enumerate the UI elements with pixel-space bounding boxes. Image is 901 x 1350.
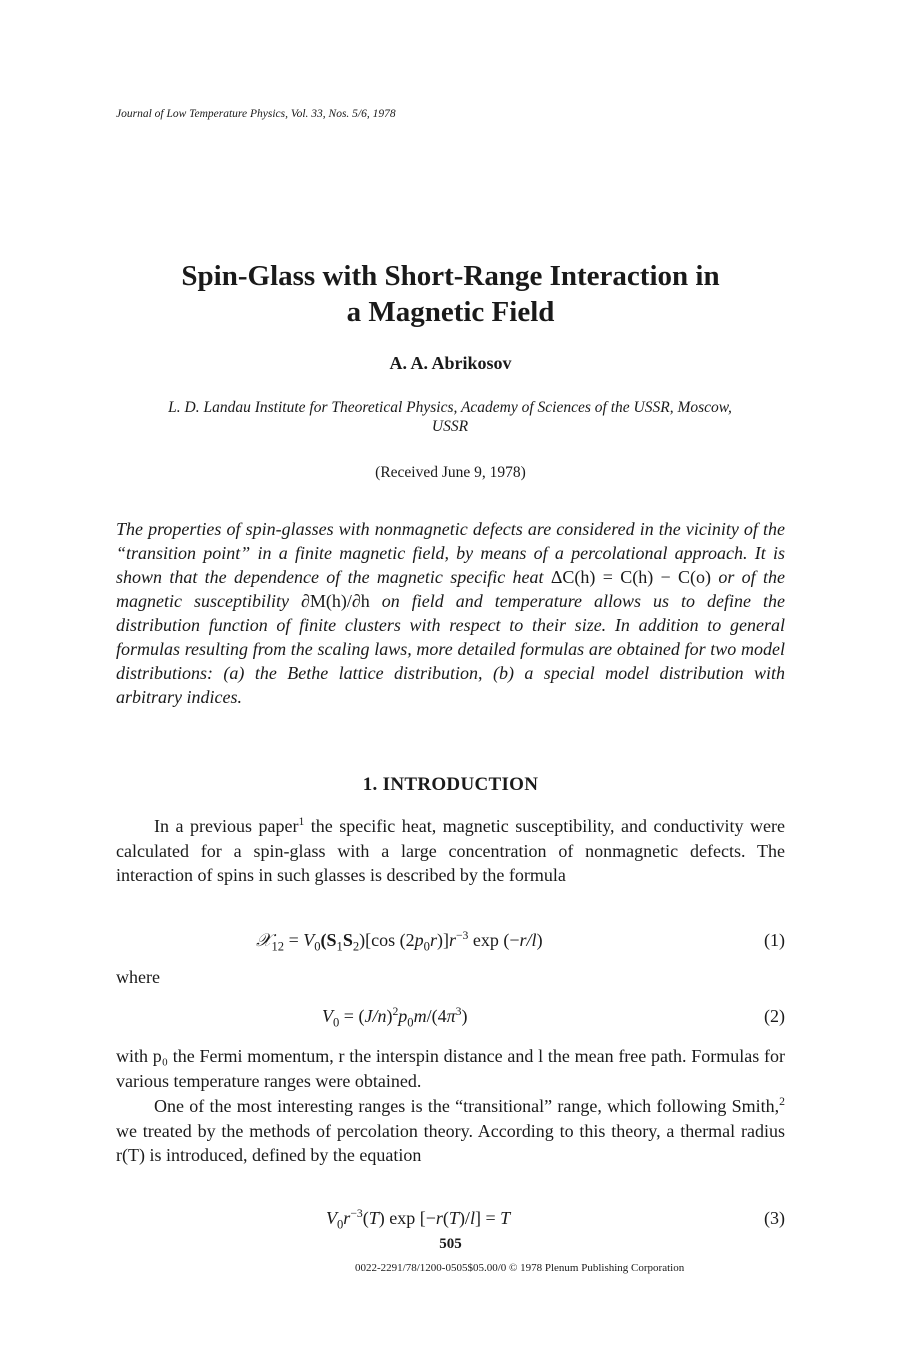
copyright-footer: 0022-2291/78/1200-0505$05.00/0 © 1978 Plenum Publishing Corporation (355, 1262, 685, 1274)
equation-1 (116, 930, 785, 956)
affiliation (112, 398, 788, 436)
equation-3 (116, 1208, 785, 1234)
intro-paragraph-2: with p₀ the Fermi momentum, r the interspin distance and l the mean free path. Formulas for various temperature ranges were obtained. (116, 1046, 785, 1091)
received-date: (Received June 9, 1978) (375, 464, 526, 481)
equation-3-body: $V_0r^{-3}(T)$ exp [−r(T)/l] = T (326, 1207, 511, 1232)
reference-1[interactable]: 1 (298, 815, 305, 828)
reference-2[interactable]: 2 (779, 1095, 785, 1108)
abstract-expression-specific-heat: ΔC(h) = C(h) − C(o) (550, 567, 712, 587)
abstract-expression-susceptibility: ∂M(h)/∂h (300, 591, 370, 611)
abstract-text-1: The properties of spin-glasses with nonmagnetic defects are considered in the vicinity of the “transition point” in a finite magnetic field, by means of a percolational approach. It is shown that the dependence of the magnetic specific heat (116, 519, 785, 587)
abstract-text-3: on field and temperature allows us to define the distribution function of finite clusters with respect to their size. In addition to general formulas resulting from the scaling laws, more detailed formulas are obtained for two model distributions: (a) the Bethe lattice distribution, (b) a special model distribution with arbitrary indices. (116, 591, 786, 707)
page-number: 505 (439, 1236, 462, 1252)
equation-3-number: (3) (764, 1208, 785, 1228)
affiliation-line-1: L. D. Landau Institute for Theoretical Physics, Academy of Sciences of the USSR, Moscow, (168, 399, 732, 416)
equation-2 (116, 1006, 785, 1032)
author-name: A. A. Abrikosov (389, 353, 512, 373)
intro-paragraph-3 (116, 1094, 785, 1168)
abstract-text-2: or of the magnetic susceptibility (116, 567, 785, 611)
section-heading: 1. INTRODUCTION (362, 774, 539, 795)
equation-2-number: (2) (764, 1006, 785, 1026)
equation-1-number: (1) (764, 930, 785, 950)
journal-citation: Journal of Low Temperature Physics, Vol. 33, Nos. 5/6, 1978 (116, 108, 396, 120)
equation-2-body: $V_0 = (J/n)^2p_0m/(4\pi^3)$ (322, 1005, 468, 1030)
equation-1-body: 𝒳$_{12}$ = $V_0(S_1S_2)[\cos$ $(2p_0r)]r^{-3}$ exp (−r/l) (256, 929, 543, 954)
where-label: where (116, 967, 160, 987)
paper-title (0, 258, 901, 330)
intro-paragraph-1 (116, 814, 785, 888)
title-line-2: a Magnetic Field (346, 296, 555, 328)
affiliation-line-2: USSR (431, 418, 469, 435)
abstract (116, 517, 785, 709)
title-line-1: Spin-Glass with Short-Range Interaction in (181, 260, 720, 292)
intro-text-1b: the specific heat, magnetic susceptibility, and conductivity were calculated for a spin-glass with a large concentration of nonmagnetic defects. The interaction of spins in such glasses is described by the formula (116, 816, 785, 885)
intro-text-1a: In a previous paper (154, 816, 299, 836)
intro-text-3a: One of the most interesting ranges is the “transitional” range, which following Smith, (154, 1096, 780, 1116)
intro-text-3b: we treated by the methods of percolation theory. According to this theory, a thermal radius r(T) is introduced, defined by the equation (116, 1120, 785, 1165)
